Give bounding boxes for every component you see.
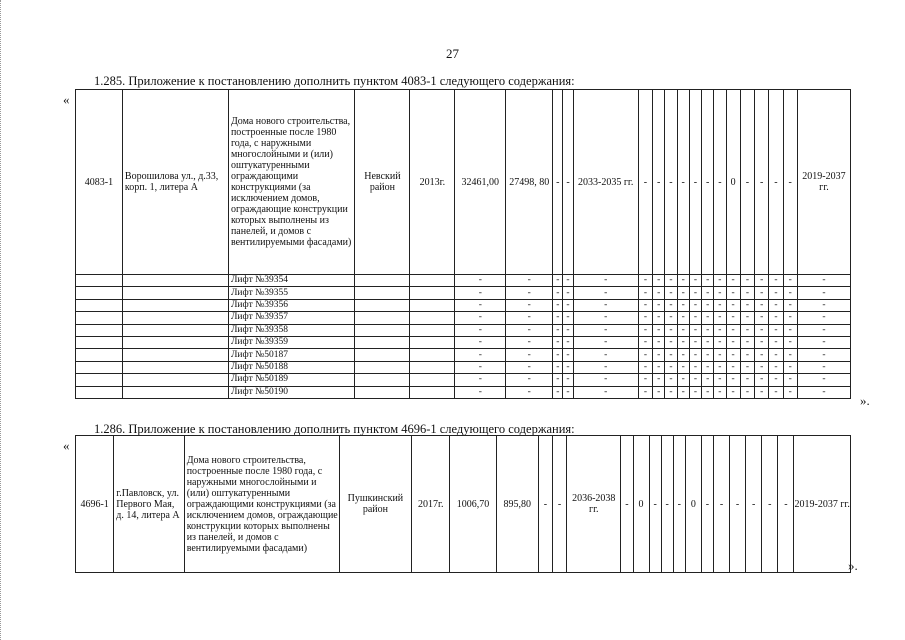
section-heading-1286: 1.286. Приложение к постановлению дополнить пунктом 4696-1 следующего содержания: — [94, 422, 575, 436]
area-living-cell: 27498, 80 — [506, 90, 553, 275]
dash-cell: - — [506, 336, 553, 348]
dash-cell: - — [638, 386, 652, 398]
dash-cell: - — [563, 374, 573, 386]
dash-cell: - — [677, 386, 689, 398]
empty-cell — [122, 374, 228, 386]
dash-cell: - — [730, 436, 746, 573]
dash-cell: - — [755, 299, 769, 311]
empty-cell — [122, 361, 228, 373]
dash-cell: - — [573, 336, 638, 348]
dash-cell: - — [726, 275, 740, 287]
empty-cell — [355, 299, 410, 311]
dash-cell: - — [797, 324, 850, 336]
dash-cell: - — [689, 90, 701, 275]
dash-cell: - — [702, 374, 714, 386]
dash-cell: - — [783, 386, 797, 398]
description-cell: Дома нового строительства, построенные после 1980 года, с наружными многослойными и (или) оштукатуренными ограждающими конструкциями (за исключением домов, ограждающие конструкции которых выполнены из панелей, и домов с вентилируемыми фасадами) — [184, 436, 339, 573]
lift-name: Лифт №39359 — [228, 336, 354, 348]
lift-name: Лифт №39357 — [228, 312, 354, 324]
empty-cell — [410, 275, 455, 287]
dash-cell: - — [740, 349, 754, 361]
empty-cell — [122, 386, 228, 398]
dash-cell: - — [762, 436, 778, 573]
dash-cell: - — [769, 349, 783, 361]
dash-cell: - — [665, 374, 677, 386]
dash-cell: - — [638, 324, 652, 336]
lift-row — [76, 287, 851, 299]
empty-cell — [122, 275, 228, 287]
dash-cell: - — [746, 436, 762, 573]
dash-cell: - — [665, 336, 677, 348]
dash-cell: - — [506, 324, 553, 336]
address-cell: Ворошилова ул., д.33, корп. 1, литера А — [122, 90, 228, 275]
dash-cell: - — [740, 386, 754, 398]
dash-cell: - — [783, 336, 797, 348]
dash-cell: - — [769, 374, 783, 386]
dash-cell: - — [553, 436, 567, 573]
dash-cell: - — [665, 275, 677, 287]
empty-cell — [410, 324, 455, 336]
address-cell: г.Павловск, ул. Первого Мая, д. 14, литера А — [114, 436, 184, 573]
area-total-cell: 32461,00 — [455, 90, 506, 275]
dash-cell: - — [797, 275, 850, 287]
dash-cell: - — [677, 90, 689, 275]
dash-cell: - — [702, 275, 714, 287]
page-number: 27 — [446, 46, 459, 61]
empty-cell — [410, 299, 455, 311]
empty-cell — [76, 361, 123, 373]
dash-cell: - — [455, 275, 506, 287]
lift-row — [76, 349, 851, 361]
dash-cell: - — [755, 324, 769, 336]
table-row — [76, 90, 851, 275]
dash-cell: - — [755, 374, 769, 386]
dash-cell: - — [702, 287, 714, 299]
empty-cell — [410, 349, 455, 361]
dash-cell: - — [638, 336, 652, 348]
dash-cell: - — [653, 299, 665, 311]
dash-cell: - — [638, 312, 652, 324]
dash-cell: - — [714, 361, 726, 373]
final-period-cell: 2019-2037 гг. — [794, 436, 851, 573]
lift-row — [76, 275, 851, 287]
dash-cell: - — [783, 312, 797, 324]
empty-cell — [410, 374, 455, 386]
lift-name: Лифт №50188 — [228, 361, 354, 373]
dash-cell: - — [726, 374, 740, 386]
dash-cell: - — [783, 287, 797, 299]
dash-cell: - — [649, 436, 661, 573]
empty-cell — [122, 336, 228, 348]
dash-cell: - — [740, 374, 754, 386]
dash-cell: - — [726, 287, 740, 299]
empty-cell — [355, 287, 410, 299]
dash-cell: - — [665, 299, 677, 311]
dash-cell: - — [726, 386, 740, 398]
empty-cell — [122, 312, 228, 324]
dash-cell: - — [661, 436, 673, 573]
dash-cell: - — [553, 324, 563, 336]
district-cell: Невский район — [355, 90, 410, 275]
dash-cell: - — [713, 436, 729, 573]
dash-cell: - — [714, 349, 726, 361]
dash-cell: - — [755, 361, 769, 373]
dash-cell: - — [689, 324, 701, 336]
dash-cell: - — [455, 299, 506, 311]
dash-cell: - — [653, 287, 665, 299]
dash-cell: - — [506, 275, 553, 287]
description-cell: Дома нового строительства, построенные после 1980 года, с наружными многослойными и (или) оштукатуренными ограждающими конструкциями (за исключением домов, ограждающие конструкции которых выполнены из панелей, и домов с вентилируемыми фасадами) — [228, 90, 354, 275]
dash-cell: - — [740, 287, 754, 299]
dash-cell: - — [563, 312, 573, 324]
table-4083-1 — [75, 89, 851, 399]
dash-cell: - — [563, 90, 573, 275]
dash-cell: - — [726, 336, 740, 348]
dash-cell: - — [573, 312, 638, 324]
dash-cell: - — [701, 436, 713, 573]
dash-cell: - — [677, 349, 689, 361]
dash-cell: - — [563, 299, 573, 311]
dash-cell: - — [740, 312, 754, 324]
dash-cell: - — [740, 299, 754, 311]
dash-cell: - — [689, 312, 701, 324]
dash-cell: - — [677, 324, 689, 336]
dash-cell: - — [689, 374, 701, 386]
dash-cell: - — [755, 275, 769, 287]
dash-cell: - — [689, 349, 701, 361]
dash-cell: - — [755, 349, 769, 361]
period-cell: 2036-2038 гг. — [567, 436, 621, 573]
dash-cell: - — [563, 386, 573, 398]
dash-cell: - — [769, 361, 783, 373]
empty-cell — [355, 336, 410, 348]
dash-cell: - — [797, 361, 850, 373]
dash-cell: - — [573, 299, 638, 311]
dash-cell: - — [677, 299, 689, 311]
empty-cell — [410, 312, 455, 324]
section-heading-1285: 1.285. Приложение к постановлению дополнить пунктом 4083-1 следующего содержания: — [94, 74, 575, 88]
dash-cell: - — [783, 275, 797, 287]
empty-cell — [76, 324, 123, 336]
zero-cell: 0 — [685, 436, 701, 573]
empty-cell — [76, 299, 123, 311]
dash-cell: - — [714, 374, 726, 386]
dash-cell: - — [506, 299, 553, 311]
dash-cell: - — [553, 336, 563, 348]
dash-cell: - — [665, 312, 677, 324]
dash-cell: - — [714, 287, 726, 299]
dash-cell: - — [455, 386, 506, 398]
dash-cell: - — [573, 349, 638, 361]
lift-name: Лифт №39358 — [228, 324, 354, 336]
district-cell: Пушкинский район — [339, 436, 411, 573]
empty-cell — [355, 349, 410, 361]
dash-cell: - — [538, 436, 552, 573]
dash-cell: - — [726, 349, 740, 361]
dash-cell: - — [726, 361, 740, 373]
empty-cell — [76, 275, 123, 287]
dash-cell: - — [714, 299, 726, 311]
dash-cell: - — [677, 374, 689, 386]
dash-cell: - — [677, 336, 689, 348]
dash-cell: - — [689, 386, 701, 398]
lift-row — [76, 324, 851, 336]
dash-cell: - — [714, 386, 726, 398]
dash-cell: - — [553, 386, 563, 398]
dash-cell: - — [573, 275, 638, 287]
dash-cell: - — [778, 436, 794, 573]
empty-cell — [355, 324, 410, 336]
dash-cell: - — [726, 324, 740, 336]
open-quote: « — [63, 92, 70, 107]
lift-name: Лифт №50189 — [228, 374, 354, 386]
dash-cell: - — [677, 287, 689, 299]
dash-cell: - — [455, 324, 506, 336]
lift-row — [76, 299, 851, 311]
dash-cell: - — [563, 336, 573, 348]
dash-cell: - — [755, 287, 769, 299]
dash-cell: - — [563, 361, 573, 373]
dash-cell: - — [553, 349, 563, 361]
dash-cell: - — [769, 299, 783, 311]
dash-cell: - — [702, 312, 714, 324]
empty-cell — [122, 324, 228, 336]
dash-cell: - — [714, 275, 726, 287]
dash-cell: - — [506, 361, 553, 373]
empty-cell — [76, 336, 123, 348]
dash-cell: - — [769, 287, 783, 299]
final-period-cell: 2019-2037 гг. — [797, 90, 850, 275]
dash-cell: - — [563, 349, 573, 361]
lift-row — [76, 336, 851, 348]
dash-cell: - — [797, 336, 850, 348]
dash-cell: - — [573, 386, 638, 398]
dash-cell: - — [689, 299, 701, 311]
dash-cell: - — [506, 312, 553, 324]
empty-cell — [410, 336, 455, 348]
close-quote: ». — [848, 558, 858, 573]
dash-cell: - — [769, 324, 783, 336]
dash-cell: - — [553, 275, 563, 287]
empty-cell — [355, 374, 410, 386]
dash-cell: - — [455, 374, 506, 386]
empty-cell — [410, 386, 455, 398]
dash-cell: - — [638, 299, 652, 311]
dash-cell: - — [797, 386, 850, 398]
dash-cell: - — [563, 324, 573, 336]
dash-cell: - — [689, 336, 701, 348]
dash-cell: - — [573, 324, 638, 336]
dash-cell: - — [769, 386, 783, 398]
dash-cell: - — [653, 324, 665, 336]
dash-cell: - — [797, 349, 850, 361]
dash-cell: - — [653, 336, 665, 348]
empty-cell — [355, 312, 410, 324]
year-cell: 2017г. — [412, 436, 450, 573]
dash-cell: - — [553, 299, 563, 311]
dash-cell: - — [783, 349, 797, 361]
close-quote: ». — [860, 393, 870, 408]
dash-cell: - — [638, 275, 652, 287]
empty-cell — [122, 349, 228, 361]
dash-cell: - — [702, 90, 714, 275]
empty-cell — [76, 312, 123, 324]
empty-cell — [355, 361, 410, 373]
dash-cell: - — [455, 336, 506, 348]
lift-name: Лифт №50187 — [228, 349, 354, 361]
dash-cell: - — [563, 275, 573, 287]
dash-cell: - — [769, 312, 783, 324]
dash-cell: - — [783, 324, 797, 336]
empty-cell — [76, 374, 123, 386]
dash-cell: - — [783, 361, 797, 373]
open-quote: « — [63, 438, 70, 453]
dash-cell: - — [783, 374, 797, 386]
empty-cell — [355, 275, 410, 287]
dash-cell: - — [665, 324, 677, 336]
dash-cell: - — [714, 90, 726, 275]
dash-cell: - — [506, 386, 553, 398]
dash-cell: - — [702, 361, 714, 373]
dash-cell: - — [726, 312, 740, 324]
empty-cell — [355, 386, 410, 398]
dash-cell: - — [638, 374, 652, 386]
dash-cell: - — [638, 349, 652, 361]
dash-cell: - — [653, 349, 665, 361]
lift-name: Лифт №39355 — [228, 287, 354, 299]
dash-cell: - — [755, 90, 769, 275]
dash-cell: - — [740, 336, 754, 348]
lift-row — [76, 312, 851, 324]
dash-cell: - — [740, 324, 754, 336]
dash-cell: - — [702, 386, 714, 398]
empty-cell — [410, 287, 455, 299]
page-edge — [0, 0, 4, 640]
year-cell: 2013г. — [410, 90, 455, 275]
dash-cell: - — [621, 436, 633, 573]
dash-cell: - — [553, 287, 563, 299]
dash-cell: - — [653, 90, 665, 275]
dash-cell: - — [769, 90, 783, 275]
dash-cell: - — [573, 361, 638, 373]
dash-cell: - — [783, 90, 797, 275]
period-cell: 2033-2035 гг. — [573, 90, 638, 275]
dash-cell: - — [702, 299, 714, 311]
empty-cell — [76, 386, 123, 398]
dash-cell: - — [553, 90, 563, 275]
lift-name: Лифт №39356 — [228, 299, 354, 311]
dash-cell: - — [653, 312, 665, 324]
dash-cell: - — [455, 361, 506, 373]
empty-cell — [122, 299, 228, 311]
empty-cell — [410, 361, 455, 373]
dash-cell: - — [740, 275, 754, 287]
dash-cell: - — [553, 374, 563, 386]
dash-cell: - — [665, 90, 677, 275]
dash-cell: - — [653, 275, 665, 287]
dash-cell: - — [677, 312, 689, 324]
dash-cell: - — [455, 349, 506, 361]
lift-row — [76, 374, 851, 386]
empty-cell — [76, 287, 123, 299]
dash-cell: - — [769, 275, 783, 287]
dash-cell: - — [677, 275, 689, 287]
dash-cell: - — [638, 90, 652, 275]
empty-cell — [122, 287, 228, 299]
row-number: 4083-1 — [76, 90, 123, 275]
dash-cell: - — [653, 374, 665, 386]
dash-cell: - — [689, 287, 701, 299]
dash-cell: - — [797, 312, 850, 324]
table-row — [76, 436, 851, 573]
lift-row — [76, 386, 851, 398]
dash-cell: - — [797, 299, 850, 311]
dash-cell: - — [506, 349, 553, 361]
dash-cell: - — [702, 324, 714, 336]
dash-cell: - — [797, 374, 850, 386]
dash-cell: - — [553, 361, 563, 373]
dash-cell: - — [506, 287, 553, 299]
dash-cell: - — [665, 361, 677, 373]
dash-cell: - — [702, 349, 714, 361]
dash-cell: - — [677, 361, 689, 373]
dash-cell: - — [783, 299, 797, 311]
table-4696-1 — [75, 435, 851, 573]
lift-name: Лифт №50190 — [228, 386, 354, 398]
dash-cell: - — [797, 287, 850, 299]
dash-cell: - — [673, 436, 685, 573]
lift-name: Лифт №39354 — [228, 275, 354, 287]
lift-row — [76, 361, 851, 373]
dash-cell: - — [702, 336, 714, 348]
dash-cell: - — [726, 299, 740, 311]
dash-cell: - — [740, 361, 754, 373]
dash-cell: - — [665, 386, 677, 398]
dash-cell: - — [638, 287, 652, 299]
dash-cell: - — [573, 374, 638, 386]
dash-cell: - — [665, 349, 677, 361]
dash-cell: - — [553, 312, 563, 324]
dash-cell: - — [653, 386, 665, 398]
dash-cell: - — [573, 287, 638, 299]
dash-cell: - — [714, 312, 726, 324]
dash-cell: - — [714, 324, 726, 336]
dash-cell: - — [506, 374, 553, 386]
empty-cell — [76, 349, 123, 361]
dash-cell: - — [755, 336, 769, 348]
dash-cell: - — [689, 275, 701, 287]
zero-cell: 0 — [633, 436, 649, 573]
dash-cell: - — [740, 90, 754, 275]
zero-cell: 0 — [726, 90, 740, 275]
dash-cell: - — [455, 312, 506, 324]
area-total-cell: 1006,70 — [450, 436, 496, 573]
dash-cell: - — [638, 361, 652, 373]
dash-cell: - — [455, 287, 506, 299]
dash-cell: - — [755, 386, 769, 398]
dash-cell: - — [769, 336, 783, 348]
dash-cell: - — [665, 287, 677, 299]
dash-cell: - — [563, 287, 573, 299]
dash-cell: - — [653, 361, 665, 373]
dash-cell: - — [714, 336, 726, 348]
row-number: 4696-1 — [76, 436, 114, 573]
area-living-cell: 895,80 — [496, 436, 538, 573]
dash-cell: - — [755, 312, 769, 324]
dash-cell: - — [689, 361, 701, 373]
